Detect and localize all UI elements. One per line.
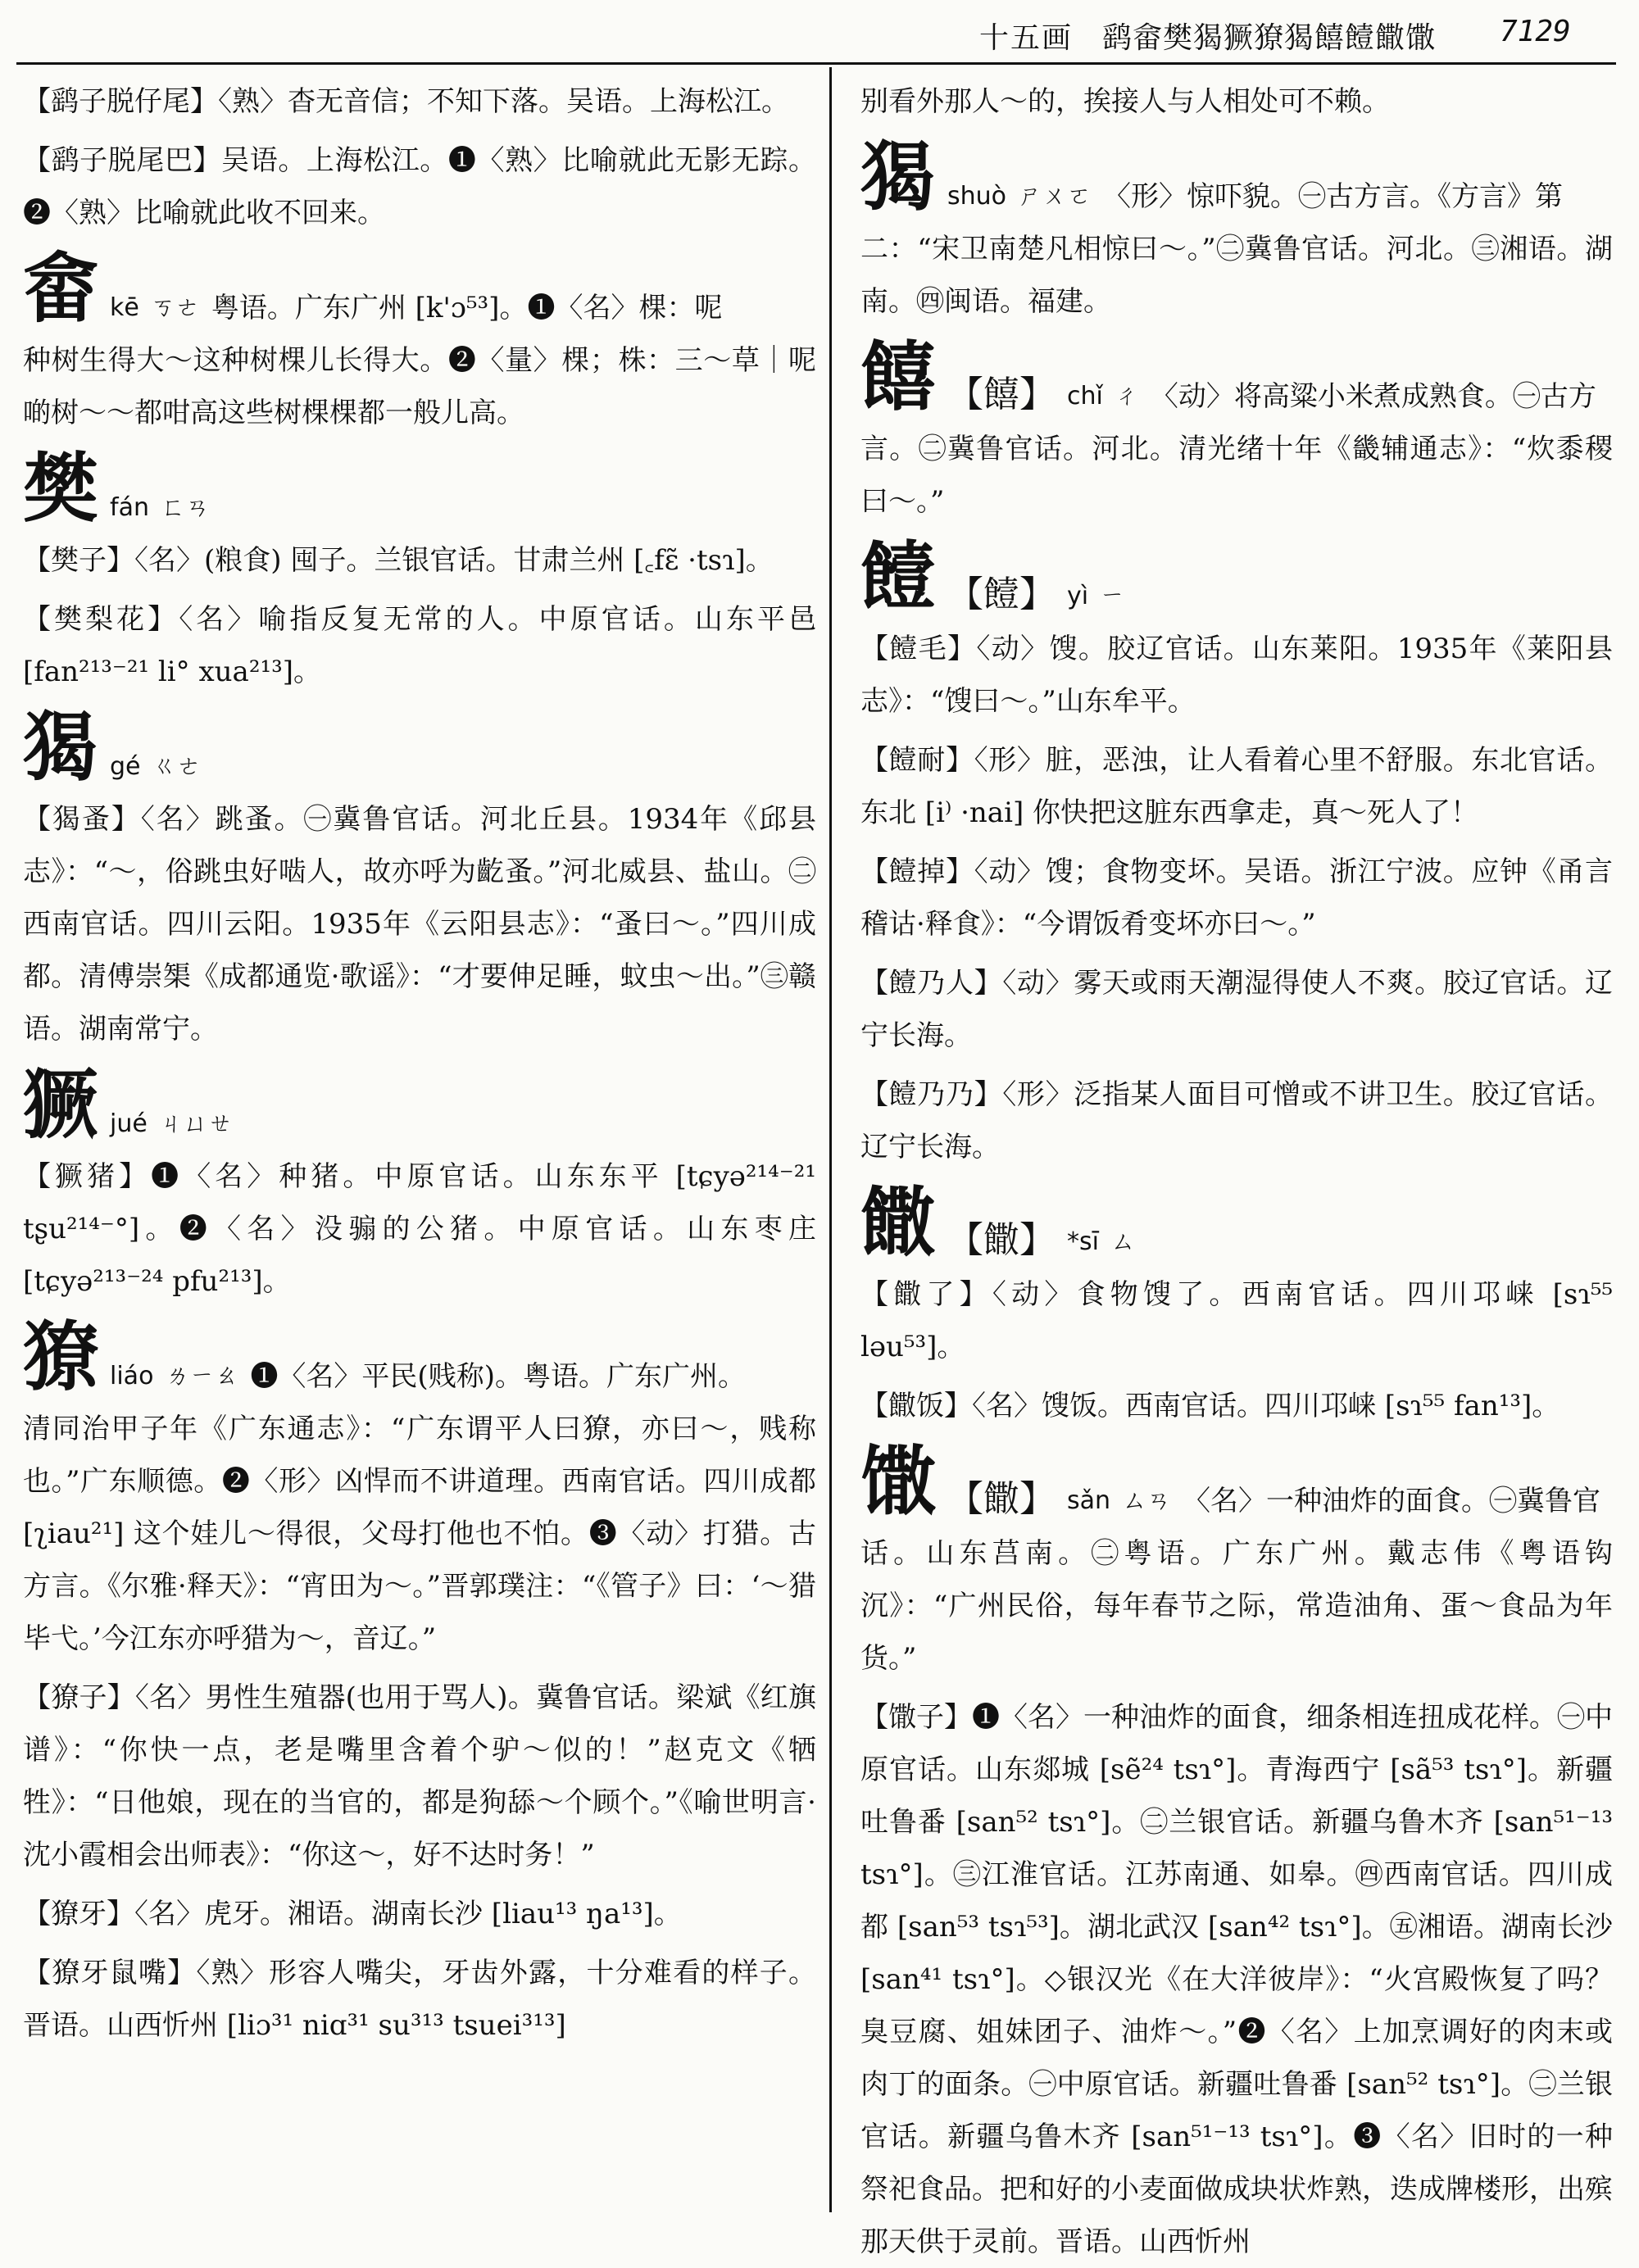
dictionary-entry bbox=[23, 593, 816, 698]
entry-continuation bbox=[860, 223, 1613, 328]
headword-pinyin: sǎn bbox=[1067, 1486, 1111, 1515]
headword-entry bbox=[860, 534, 1613, 619]
left-column bbox=[23, 75, 816, 2198]
dictionary-entry bbox=[23, 134, 816, 239]
entry-text: 言。㊁冀鲁官话。河北。清光绪十年《畿辅通志》：“炊黍稷曰～。” bbox=[860, 433, 1613, 518]
entry-text: 【饊饭】〈名〉馊饭。西南官话。四川邛崃 [sɿ⁵⁵ fan¹³]。 bbox=[860, 1390, 1560, 1422]
headword-zhuyin: ㄧ bbox=[1100, 582, 1125, 610]
dictionary-entry bbox=[23, 1150, 816, 1308]
entry-text: 清同治甲子年《广东通志》：“广东谓平人曰獠，亦曰～，贱称也。”广东顺德。❷〈形〉凶悍而不讲道理。西南官话。四川成都 [ʅiau²¹] 这个娃儿～得很，父母打他也不怕。❸〈动〉打猎。古方言。《尔雅·释天》：“宵田为～。”晋郭璞注：“《管子》曰：‘～猎毕弋。’今江东亦呼猎为～，音辽。” bbox=[23, 1413, 816, 1655]
entry-text: 【鹞子脱尾巴】吴语。上海松江。❶〈熟〉比喻就此无影无踪。❷〈熟〉比喻就此收不回来。 bbox=[23, 144, 816, 229]
headword-pinyin: chǐ bbox=[1067, 382, 1103, 411]
entry-continuation bbox=[23, 334, 816, 439]
dictionary-entry bbox=[860, 1691, 1613, 2268]
column-divider bbox=[829, 67, 832, 2212]
dictionary-entry bbox=[860, 957, 1613, 1062]
headword-entry bbox=[23, 446, 816, 531]
headword-entry bbox=[23, 1062, 816, 1147]
headword-zhuyin: ㄙㄢ bbox=[1122, 1486, 1172, 1515]
headword-variant: 【饊】 bbox=[947, 1478, 1056, 1520]
entry-text: 【獗猪】❶〈名〉种猪。中原官话。山东东平 [tɕyə²¹⁴⁻²¹ tʂu²¹⁴⁻°]。❷〈名〉没骟的公猪。中原官话。山东枣庄 [tɕyə²¹³⁻²⁴ pfu²¹³]。 bbox=[23, 1160, 816, 1298]
headword-entry bbox=[23, 705, 816, 790]
headword-entry bbox=[860, 134, 1613, 220]
entry-text: 种树生得大～这种树棵儿长得大。❷〈量〉棵；株：三～草｜呢啲树～～都咁高这些树棵棵都一般儿高。 bbox=[23, 344, 816, 429]
entry-text: 【饐掉】〈动〉馊；食物变坏。吴语。浙江宁波。应钟《甬言稽诂·释食》：“今谓饭肴变坏亦曰～。” bbox=[860, 855, 1613, 941]
page-header bbox=[0, 0, 1639, 67]
headword-character: 猲 bbox=[860, 133, 937, 221]
dictionary-entry bbox=[860, 1268, 1613, 1373]
headword-character: 饊 bbox=[860, 1178, 937, 1267]
dictionary-entry bbox=[860, 734, 1613, 839]
entry-text: 【饐乃乃】〈形〉泛指某人面目可憎或不讲卫生。胶辽官话。辽宁长海。 bbox=[860, 1078, 1613, 1163]
entry-continuation bbox=[860, 1527, 1613, 1685]
headword-character: 猲 bbox=[23, 703, 99, 792]
entry-text: 【樊子】〈名〉(粮食) 囤子。兰银官话。甘肃兰州 [꜀fɛ̃ ·tsɿ]。 bbox=[23, 544, 774, 577]
headword-zhuyin: ㄐㄩㄝ bbox=[158, 1109, 233, 1138]
headword-entry bbox=[860, 1180, 1613, 1265]
dictionary-entry bbox=[860, 846, 1613, 950]
headword-definition: 粤语。广东广州 [k'ɔ⁵³]。❶〈名〉棵：呢 bbox=[211, 292, 723, 324]
entry-text: 【饊了】〈动〉食物馊了。西南官话。四川邛崃 [sɿ⁵⁵ ləu⁵³]。 bbox=[860, 1278, 1613, 1363]
header-rule bbox=[16, 62, 1616, 65]
headword-character: 獠 bbox=[23, 1313, 99, 1401]
entry-continuation bbox=[860, 75, 1613, 128]
dictionary-entry bbox=[23, 534, 816, 587]
entry-text: 【獠子】〈名〉男性生殖器(也用于骂人)。冀鲁官话。梁斌《红旗谱》：“你快一点，老是嘴里含着个驴～似的！”赵克文《牺牲》：“日他娘，现在的当官的，都是狗舔～个顾个。”《喻世明言·沈小霞相会出师表》：“你这～，好不达时务！” bbox=[23, 1681, 816, 1871]
headword-definition: 〈动〉将高粱小米煮成熟食。㊀古方 bbox=[1150, 380, 1596, 413]
headword-zhuyin: ㄎㄜ bbox=[150, 293, 200, 322]
entry-continuation bbox=[23, 1403, 816, 1665]
headword-pinyin: gé bbox=[110, 752, 141, 781]
header-character-list: 鹞畲樊猲獗獠猲饎饐饊馓 bbox=[1102, 21, 1437, 55]
dictionary-entry bbox=[23, 1672, 816, 1881]
headword-pinyin: liáo bbox=[110, 1362, 154, 1390]
headword-entry bbox=[23, 246, 816, 331]
headword-pinyin: fán bbox=[110, 493, 149, 522]
entry-text: 【獠牙】〈名〉虎牙。湘语。湖南长沙 [liau¹³ ŋa¹³]。 bbox=[23, 1898, 682, 1930]
entry-text: 【饐耐】〈形〉脏，恶浊，让人看着心里不舒服。东北官话。东北 [i⁾ ·nai] 你快把这脏东西拿走，真～死人了！ bbox=[860, 744, 1613, 829]
headword-pinyin: jué bbox=[110, 1109, 148, 1138]
headword-character: 饐 bbox=[860, 533, 937, 621]
headword-zhuyin: ㄔ bbox=[1114, 382, 1139, 411]
entry-text: 话。山东莒南。㊁粤语。广东广州。戴志伟《粤语钩沉》：“广州民俗，每年春节之际，常造油角、蛋～食品为年货。” bbox=[860, 1537, 1613, 1675]
headword-entry bbox=[23, 1314, 816, 1399]
dictionary-entry bbox=[860, 1068, 1613, 1173]
dictionary-entry bbox=[860, 1380, 1613, 1432]
entry-text: 【鹞子脱仔尾】〈熟〉杳无音信；不知下落。吴语。上海松江。 bbox=[23, 85, 789, 118]
headword-definition: 〈名〉一种油炸的面食。㊀冀鲁官 bbox=[1183, 1485, 1601, 1517]
headword-pinyin: shuò bbox=[947, 182, 1007, 211]
headword-pinyin: yì bbox=[1067, 582, 1089, 610]
headword-character: 樊 bbox=[23, 444, 99, 533]
dictionary-entry bbox=[23, 1888, 816, 1940]
right-column bbox=[860, 75, 1613, 2258]
headword-variant: 【饐】 bbox=[947, 574, 1056, 615]
headword-zhuyin: ㄕㄨㄛ bbox=[1018, 182, 1092, 211]
headword-entry bbox=[860, 334, 1613, 420]
entry-continuation bbox=[860, 423, 1613, 528]
headword-definition: ❶〈名〉平民(贱称)。粤语。广东广州。 bbox=[250, 1360, 746, 1393]
entry-text: 【馓子】❶〈名〉一种油炸的面食，细条相连扭成花样。㊀中原官话。山东郯城 [sẽ²⁴ tsɿ°]。青海西宁 [sã⁵³ tsɿ°]。新疆吐鲁番 [san⁵² tsɿ°]。㊁兰银官话。新疆乌鲁木齐 [san⁵¹⁻¹³ tsɿ°]。㊂江淮官话。江苏南通、如皋。㊃西南官话。四川成都 [san⁵³ tsɿ⁵³]。湖北武汉 [san⁴² tsɿ°]。㊄湘语。湖南长沙 [san⁴¹ tsɿ°]。◇银汉光《在大洋彼岸》：“火宫殿恢复了吗？臭豆腐、姐妹团子、油炸～。”❷〈名〉上加烹调好的肉末或肉丁的面条。㊀中原官话。新疆吐鲁番 [san⁵² tsɿ°]。㊁兰银官话。新疆乌鲁木齐 [san⁵¹⁻¹³ tsɿ°]。❸〈名〉旧时的一种祭祀食品。把和好的小麦面做成块状炸熟，迭成牌楼形，出殡那天供于灵前。晋语。山西忻州 bbox=[860, 1701, 1613, 2258]
headword-pinyin: kē bbox=[110, 293, 139, 322]
headword-character: 獗 bbox=[23, 1060, 99, 1149]
headword-entry bbox=[860, 1439, 1613, 1524]
headword-variant: 【饎】 bbox=[947, 374, 1056, 415]
entry-text: 别看外那人～的，挨接人与人相处可不赖。 bbox=[860, 85, 1390, 118]
entry-text: 【猲蚤】〈名〉跳蚤。㊀冀鲁官话。河北丘县。1934年《邱县志》：“～，俗跳虫好啮人，故亦呼为齕蚤。”河北威县、盐山。㊁西南官话。四川云阳。1935年《云阳县志》：“蚤曰～。”四川成都。清傅崇榘《成都通览·歌谣》：“才要伸足睡，蚊虫～出。”㊂赣语。湖南常宁。 bbox=[23, 803, 816, 1046]
headword-zhuyin: ㄍㄜ bbox=[152, 752, 202, 781]
entry-text: 【饐乃人】〈动〉雾天或雨天潮湿得使人不爽。胶辽官话。辽宁长海。 bbox=[860, 967, 1613, 1052]
page-number: 7129 bbox=[1500, 15, 1571, 48]
dictionary-entry bbox=[860, 623, 1613, 728]
entry-text: 【樊梨花】〈名〉喻指反复无常的人。中原官话。山东平邑 [fan²¹³⁻²¹ li° xua²¹³]。 bbox=[23, 603, 816, 688]
headword-zhuyin: ㄈㄢ bbox=[160, 493, 210, 522]
entry-text: 【饐毛】〈动〉馊。胶辽官话。山东莱阳。1935年《莱阳县志》：“馊曰～。”山东牟平。 bbox=[860, 633, 1613, 718]
dictionary-entry bbox=[23, 793, 816, 1055]
dictionary-entry bbox=[23, 75, 816, 128]
stroke-count-label: 十五画 bbox=[979, 21, 1074, 55]
headword-definition: 〈形〉惊吓貌。㊀古方言。《方言》第 bbox=[1103, 180, 1564, 213]
entry-text: 二：“宋卫南楚凡相惊曰～。”㊁冀鲁官话。河北。㊂湘语。湖南。㊃闽语。福建。 bbox=[860, 233, 1613, 318]
headword-character: 畲 bbox=[23, 244, 99, 333]
headword-variant: 【饊】 bbox=[947, 1219, 1056, 1261]
entry-text: 【獠牙鼠嘴】〈熟〉形容人嘴尖，牙齿外露，十分难看的样子。晋语。山西忻州 [liɔ³¹ niɑ³¹ su³¹³ tsuei³¹³] bbox=[23, 1957, 816, 2042]
headword-character: 馓 bbox=[860, 1437, 937, 1526]
headword-zhuyin: ㄌㄧㄠ bbox=[165, 1362, 239, 1390]
headword-character: 饎 bbox=[860, 333, 937, 421]
headword-zhuyin: ㄙ bbox=[1110, 1227, 1135, 1256]
headword-pinyin: *sī bbox=[1067, 1227, 1099, 1256]
dictionary-entry bbox=[23, 1947, 816, 2052]
